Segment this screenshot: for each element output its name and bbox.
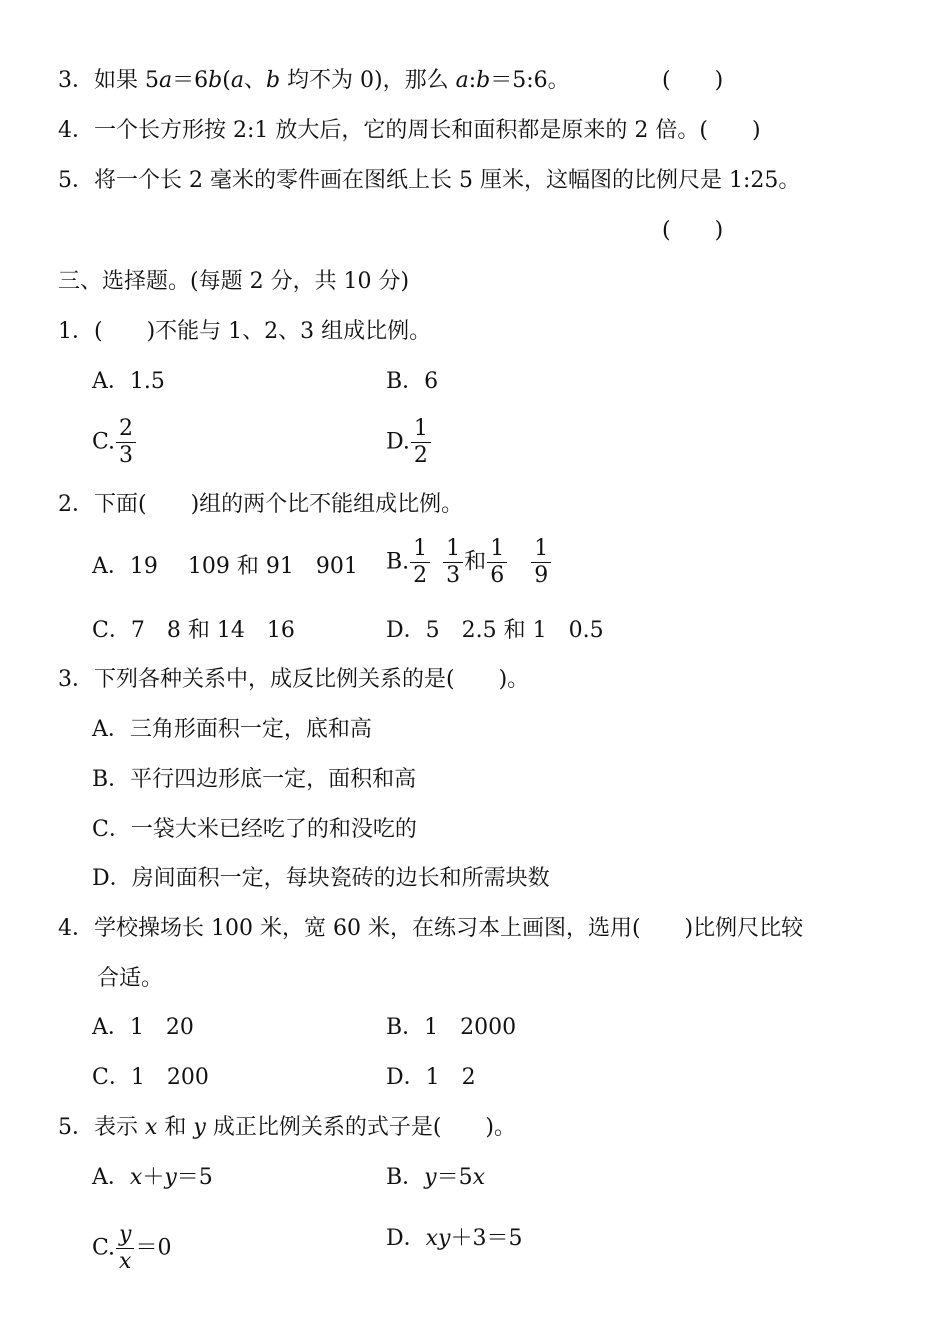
answer-paren[interactable]: ( ) [662, 218, 724, 243]
choice-question-5-stem: 5．表示 x 和 y 成正比例关系的式子是( )。 [58, 1115, 517, 1140]
fraction: $\frac{1}{2}$ [410, 536, 430, 589]
option-b[interactable]: B．1 2000 [386, 1015, 517, 1040]
choice-question-3-stem: 3．下列各种关系中，成反比例关系的是( )。 [58, 667, 530, 692]
option-a[interactable]: A．三角形面积一定，底和高 [92, 717, 372, 742]
choice-question-4-stem-cont: 合适。 [97, 966, 164, 991]
section-heading: 三、选择题。(每题 2 分，共 10 分) [58, 269, 410, 294]
choice-question-4-stem: 4．学校操场长 100 米，宽 60 米，在练习本上画图，选用( )比例尺比较 [58, 916, 804, 941]
fraction: $\frac{y}{x}$ [116, 1222, 134, 1275]
option-c[interactable]: C．一袋大米已经吃了的和没吃的 [92, 817, 417, 842]
option-c[interactable]: C．1 200 [92, 1065, 209, 1090]
option-d[interactable]: D．xy＋3＝5 [386, 1226, 523, 1251]
option-d[interactable]: D．房间面积一定，每块瓷砖的边长和所需块数 [92, 866, 550, 891]
fraction: $\frac{1}{2}$ [411, 416, 431, 469]
choice-question-1-stem: 1．( )不能与 1、2、3 组成比例。 [58, 319, 432, 344]
fraction: $\frac{2}{3}$ [116, 416, 136, 469]
judge-question-3: 3．如果 5a＝6b(a、b 均不为 0)，那么 a:b＝5:6。 [58, 68, 570, 93]
option-d[interactable]: D．5 2.5 和 1 0.5 [386, 618, 604, 643]
option-d[interactable]: D. $\frac{1}{2}$ [386, 416, 432, 469]
option-c[interactable]: C. $\frac{y}{x}$ ＝0 [92, 1222, 172, 1274]
option-a[interactable]: A．19 109 和 91 901 [92, 554, 358, 579]
option-b[interactable]: B．y＝5x [386, 1165, 486, 1190]
option-b[interactable]: B．6 [386, 369, 439, 394]
option-c[interactable]: C．7 8 和 14 16 [92, 618, 295, 643]
answer-paren[interactable]: ( ) [662, 68, 724, 93]
option-a[interactable]: A．x＋y＝5 [92, 1165, 213, 1190]
answer-paren[interactable]: ( ) [699, 118, 761, 143]
option-d[interactable]: D．1 2 [386, 1065, 476, 1090]
judge-question-5: 5．将一个长 2 毫米的零件画在图纸上长 5 厘米，这幅图的比例尺是 1:25。 [58, 168, 801, 193]
option-b[interactable]: B. $\frac{1}{2}$ $\frac{1}{3}$ 和 $\frac{1}{6}$ $\frac{1}{9}$ [386, 536, 552, 589]
fraction: $\frac{1}{6}$ [487, 536, 507, 589]
judge-question-4: 4．一个长方形按 2:1 放大后，它的周长和面积都是原来的 2 倍。( ) [58, 116, 761, 146]
choice-question-2-stem: 2．下面( )组的两个比不能组成比例。 [58, 492, 464, 517]
option-c[interactable]: C. $\frac{2}{3}$ [92, 416, 137, 469]
option-b[interactable]: B．平行四边形底一定，面积和高 [92, 767, 417, 792]
option-a[interactable]: A．1 20 [92, 1015, 194, 1040]
fraction: $\frac{1}{9}$ [531, 536, 551, 589]
fraction: $\frac{1}{3}$ [443, 536, 463, 589]
option-a[interactable]: A．1.5 [92, 369, 165, 394]
